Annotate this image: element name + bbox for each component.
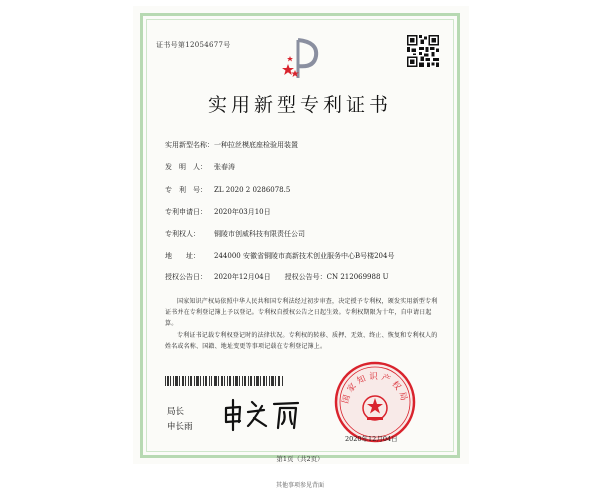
field-value: ZL 2020 2 0286078.5 (214, 186, 291, 194)
director-title: 局长 (167, 407, 185, 417)
field-value: 2020年03月10日 (214, 208, 271, 216)
field-value: 张春涛 (214, 163, 235, 171)
field-application-date (165, 207, 271, 217)
statement-paragraph: 国家知识产权局依照中华人民共和国专利法经过初步审查，决定授予专利权，颁发实用新型专利证书并在专利登记簿上予以登记。专利权自授权公告之日起生效。专利权期限为十年，自申请日起算。 (165, 298, 438, 327)
official-seal (333, 360, 417, 444)
handwritten-signature (222, 396, 302, 432)
field-value: 一种拉丝模底座检验用装置 (214, 141, 298, 149)
field-patentee (165, 229, 305, 239)
field-label: 专利权人： (165, 230, 200, 238)
field-label: 实用新型名称： (165, 141, 214, 149)
seal-date: 2020年12月04日 (345, 435, 398, 443)
cnipa-logo-icon (282, 34, 322, 84)
field-utility-model-name (165, 140, 298, 150)
back-note: 其他事项参见背面 (275, 482, 324, 489)
field-address (165, 251, 394, 261)
barcode-icon (165, 376, 285, 386)
field-value: 244000 安徽省铜陵市高新技术创业服务中心B号楼204号 (214, 252, 395, 260)
field-label: 地 址： (165, 252, 200, 260)
director-name: 申长雨 (167, 422, 193, 432)
field-inventor (165, 162, 235, 172)
page-indicator: 第1页（共2页） (276, 455, 324, 463)
legal-status-paragraph: 专利证书记载专利权登记时的法律状况。专利权的转移、质押、无效、终止、恢复和专利权人的姓名或名称、国籍、地址变更等事项记载在专利登记簿上。 (165, 332, 438, 350)
field-label: 专 利 号： (165, 186, 207, 194)
certificate-title: 实用新型专利证书 (207, 94, 392, 116)
field-label: 授权公告日： (165, 273, 207, 281)
certificate-number: 证书号第12054677号 (156, 41, 231, 49)
field-label: 发 明 人： (165, 163, 207, 171)
field-value: 2020年12月04日 授权公告号：CN 212069988 U (214, 273, 389, 281)
field-patent-number (165, 185, 290, 195)
field-value: 铜陵市创威科技有限责任公司 (214, 230, 305, 238)
field-label: 专利申请日： (165, 208, 207, 216)
qr-code-icon (407, 35, 439, 67)
field-grant-date (165, 272, 389, 282)
seal-text: 国家知识产权局 (340, 372, 410, 405)
